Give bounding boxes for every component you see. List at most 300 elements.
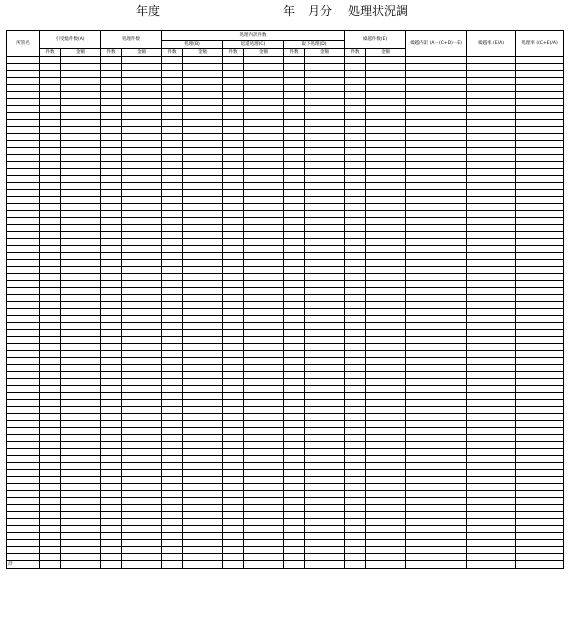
- table-cell[interactable]: [40, 99, 61, 106]
- table-cell[interactable]: [345, 344, 366, 351]
- table-cell[interactable]: [406, 57, 467, 64]
- table-cell[interactable]: [366, 92, 406, 99]
- table-cell[interactable]: [284, 547, 305, 554]
- table-cell[interactable]: [284, 386, 305, 393]
- table-cell[interactable]: [366, 267, 406, 274]
- table-cell[interactable]: [345, 547, 366, 554]
- table-cell[interactable]: [284, 92, 305, 99]
- table-cell[interactable]: [366, 211, 406, 218]
- table-cell[interactable]: [406, 106, 467, 113]
- table-cell[interactable]: [101, 477, 122, 484]
- table-cell[interactable]: [244, 197, 284, 204]
- table-cell[interactable]: [467, 470, 516, 477]
- table-cell[interactable]: [40, 323, 61, 330]
- table-cell[interactable]: [183, 491, 223, 498]
- table-cell[interactable]: [183, 183, 223, 190]
- table-cell[interactable]: [183, 71, 223, 78]
- table-cell[interactable]: [122, 260, 162, 267]
- table-cell[interactable]: [305, 225, 345, 232]
- table-cell[interactable]: [305, 127, 345, 134]
- table-cell[interactable]: [244, 463, 284, 470]
- table-cell[interactable]: [467, 134, 516, 141]
- table-cell[interactable]: [122, 218, 162, 225]
- table-cell[interactable]: [406, 92, 467, 99]
- table-cell[interactable]: [183, 155, 223, 162]
- table-cell[interactable]: [40, 512, 61, 519]
- table-cell[interactable]: [122, 351, 162, 358]
- table-cell[interactable]: [467, 344, 516, 351]
- table-cell[interactable]: [284, 267, 305, 274]
- table-cell[interactable]: [516, 484, 564, 491]
- table-cell[interactable]: [183, 526, 223, 533]
- table-cell[interactable]: [284, 120, 305, 127]
- table-cell[interactable]: [101, 351, 122, 358]
- table-cell[interactable]: [183, 435, 223, 442]
- table-cell[interactable]: [40, 211, 61, 218]
- table-cell[interactable]: [516, 463, 564, 470]
- table-cell[interactable]: [7, 148, 40, 155]
- table-cell[interactable]: [40, 442, 61, 449]
- table-cell[interactable]: [122, 113, 162, 120]
- table-cell[interactable]: [7, 190, 40, 197]
- table-cell[interactable]: [284, 106, 305, 113]
- table-cell[interactable]: [183, 533, 223, 540]
- table-cell[interactable]: [406, 365, 467, 372]
- table-cell[interactable]: [467, 379, 516, 386]
- table-cell[interactable]: [516, 162, 564, 169]
- table-cell[interactable]: [162, 505, 183, 512]
- table-cell[interactable]: [7, 449, 40, 456]
- table-cell[interactable]: [40, 393, 61, 400]
- table-cell[interactable]: [345, 162, 366, 169]
- table-cell[interactable]: [366, 386, 406, 393]
- table-cell[interactable]: [101, 393, 122, 400]
- table-cell[interactable]: [101, 484, 122, 491]
- table-cell[interactable]: [345, 330, 366, 337]
- table-cell[interactable]: [61, 463, 101, 470]
- table-cell[interactable]: [284, 407, 305, 414]
- table-cell[interactable]: [40, 477, 61, 484]
- total-cell[interactable]: [467, 561, 516, 569]
- table-cell[interactable]: [305, 386, 345, 393]
- total-cell[interactable]: [223, 561, 244, 569]
- table-cell[interactable]: [406, 288, 467, 295]
- table-cell[interactable]: [40, 253, 61, 260]
- table-cell[interactable]: [223, 519, 244, 526]
- table-cell[interactable]: [223, 456, 244, 463]
- table-cell[interactable]: [284, 309, 305, 316]
- table-cell[interactable]: [101, 239, 122, 246]
- table-cell[interactable]: [122, 547, 162, 554]
- table-cell[interactable]: [467, 281, 516, 288]
- table-cell[interactable]: [122, 554, 162, 561]
- table-cell[interactable]: [244, 64, 284, 71]
- table-cell[interactable]: [162, 421, 183, 428]
- table-cell[interactable]: [345, 176, 366, 183]
- table-cell[interactable]: [223, 85, 244, 92]
- table-cell[interactable]: [305, 512, 345, 519]
- table-cell[interactable]: [61, 99, 101, 106]
- table-cell[interactable]: [305, 190, 345, 197]
- table-cell[interactable]: [244, 428, 284, 435]
- table-cell[interactable]: [40, 92, 61, 99]
- table-cell[interactable]: [406, 176, 467, 183]
- table-cell[interactable]: [467, 316, 516, 323]
- table-cell[interactable]: [162, 302, 183, 309]
- table-cell[interactable]: [101, 526, 122, 533]
- table-cell[interactable]: [284, 78, 305, 85]
- table-cell[interactable]: [467, 372, 516, 379]
- table-cell[interactable]: [406, 302, 467, 309]
- table-cell[interactable]: [40, 134, 61, 141]
- table-cell[interactable]: [61, 239, 101, 246]
- table-cell[interactable]: [244, 281, 284, 288]
- table-cell[interactable]: [101, 99, 122, 106]
- table-cell[interactable]: [223, 239, 244, 246]
- table-cell[interactable]: [61, 365, 101, 372]
- table-cell[interactable]: [345, 239, 366, 246]
- table-cell[interactable]: [305, 295, 345, 302]
- total-cell[interactable]: [516, 561, 564, 569]
- table-cell[interactable]: [7, 421, 40, 428]
- table-cell[interactable]: [101, 92, 122, 99]
- table-cell[interactable]: [305, 554, 345, 561]
- table-cell[interactable]: [345, 463, 366, 470]
- table-cell[interactable]: [101, 358, 122, 365]
- table-cell[interactable]: [244, 435, 284, 442]
- total-cell[interactable]: [162, 561, 183, 569]
- table-cell[interactable]: [101, 386, 122, 393]
- table-cell[interactable]: [345, 64, 366, 71]
- table-cell[interactable]: [61, 211, 101, 218]
- table-cell[interactable]: [516, 295, 564, 302]
- table-cell[interactable]: [467, 428, 516, 435]
- table-cell[interactable]: [345, 190, 366, 197]
- table-cell[interactable]: [61, 113, 101, 120]
- table-cell[interactable]: [366, 491, 406, 498]
- table-cell[interactable]: [61, 260, 101, 267]
- table-cell[interactable]: [345, 386, 366, 393]
- table-cell[interactable]: [467, 512, 516, 519]
- table-cell[interactable]: [516, 225, 564, 232]
- table-cell[interactable]: [305, 78, 345, 85]
- table-cell[interactable]: [122, 491, 162, 498]
- table-cell[interactable]: [284, 141, 305, 148]
- table-cell[interactable]: [366, 183, 406, 190]
- table-cell[interactable]: [467, 225, 516, 232]
- table-cell[interactable]: [305, 547, 345, 554]
- table-cell[interactable]: [101, 491, 122, 498]
- table-cell[interactable]: [40, 162, 61, 169]
- table-cell[interactable]: [183, 141, 223, 148]
- table-cell[interactable]: [162, 281, 183, 288]
- table-cell[interactable]: [305, 246, 345, 253]
- table-cell[interactable]: [244, 372, 284, 379]
- table-cell[interactable]: [516, 183, 564, 190]
- table-cell[interactable]: [305, 358, 345, 365]
- table-cell[interactable]: [7, 155, 40, 162]
- table-cell[interactable]: [244, 57, 284, 64]
- table-cell[interactable]: [366, 316, 406, 323]
- table-cell[interactable]: [183, 337, 223, 344]
- table-cell[interactable]: [162, 358, 183, 365]
- table-cell[interactable]: [162, 274, 183, 281]
- table-cell[interactable]: [162, 330, 183, 337]
- table-cell[interactable]: [61, 421, 101, 428]
- table-cell[interactable]: [101, 309, 122, 316]
- table-cell[interactable]: [162, 470, 183, 477]
- table-cell[interactable]: [183, 372, 223, 379]
- table-cell[interactable]: [516, 428, 564, 435]
- table-cell[interactable]: [122, 512, 162, 519]
- table-cell[interactable]: [7, 519, 40, 526]
- table-cell[interactable]: [101, 344, 122, 351]
- table-cell[interactable]: [366, 519, 406, 526]
- table-cell[interactable]: [305, 484, 345, 491]
- table-cell[interactable]: [305, 99, 345, 106]
- table-cell[interactable]: [284, 218, 305, 225]
- table-cell[interactable]: [101, 57, 122, 64]
- table-cell[interactable]: [244, 386, 284, 393]
- table-cell[interactable]: [244, 316, 284, 323]
- table-cell[interactable]: [305, 71, 345, 78]
- table-cell[interactable]: [406, 204, 467, 211]
- table-cell[interactable]: [101, 183, 122, 190]
- table-cell[interactable]: [345, 498, 366, 505]
- table-cell[interactable]: [284, 344, 305, 351]
- table-cell[interactable]: [516, 190, 564, 197]
- table-cell[interactable]: [162, 372, 183, 379]
- table-cell[interactable]: [345, 428, 366, 435]
- table-cell[interactable]: [122, 365, 162, 372]
- table-cell[interactable]: [284, 57, 305, 64]
- table-cell[interactable]: [122, 330, 162, 337]
- table-cell[interactable]: [305, 519, 345, 526]
- table-cell[interactable]: [122, 295, 162, 302]
- table-cell[interactable]: [101, 407, 122, 414]
- table-cell[interactable]: [223, 470, 244, 477]
- table-cell[interactable]: [183, 288, 223, 295]
- table-cell[interactable]: [101, 134, 122, 141]
- table-cell[interactable]: [467, 169, 516, 176]
- table-cell[interactable]: [61, 64, 101, 71]
- table-cell[interactable]: [7, 302, 40, 309]
- table-cell[interactable]: [305, 239, 345, 246]
- table-cell[interactable]: [305, 204, 345, 211]
- table-cell[interactable]: [183, 323, 223, 330]
- table-cell[interactable]: [284, 85, 305, 92]
- table-cell[interactable]: [366, 78, 406, 85]
- table-cell[interactable]: [244, 379, 284, 386]
- table-cell[interactable]: [223, 295, 244, 302]
- table-cell[interactable]: [305, 309, 345, 316]
- table-cell[interactable]: [101, 113, 122, 120]
- table-cell[interactable]: [406, 120, 467, 127]
- table-cell[interactable]: [305, 393, 345, 400]
- table-cell[interactable]: [40, 519, 61, 526]
- table-cell[interactable]: [61, 512, 101, 519]
- table-cell[interactable]: [345, 253, 366, 260]
- table-cell[interactable]: [467, 533, 516, 540]
- table-cell[interactable]: [366, 281, 406, 288]
- table-cell[interactable]: [305, 421, 345, 428]
- table-cell[interactable]: [122, 183, 162, 190]
- table-cell[interactable]: [406, 246, 467, 253]
- table-cell[interactable]: [406, 484, 467, 491]
- table-cell[interactable]: [162, 113, 183, 120]
- table-cell[interactable]: [183, 218, 223, 225]
- table-cell[interactable]: [122, 316, 162, 323]
- table-cell[interactable]: [467, 358, 516, 365]
- table-cell[interactable]: [284, 463, 305, 470]
- table-cell[interactable]: [284, 442, 305, 449]
- table-cell[interactable]: [61, 169, 101, 176]
- table-cell[interactable]: [101, 379, 122, 386]
- table-cell[interactable]: [122, 106, 162, 113]
- table-cell[interactable]: [366, 155, 406, 162]
- table-cell[interactable]: [7, 526, 40, 533]
- table-cell[interactable]: [101, 400, 122, 407]
- table-cell[interactable]: [183, 302, 223, 309]
- table-cell[interactable]: [223, 267, 244, 274]
- total-cell[interactable]: [366, 561, 406, 569]
- table-cell[interactable]: [40, 526, 61, 533]
- table-cell[interactable]: [516, 442, 564, 449]
- table-cell[interactable]: [467, 337, 516, 344]
- table-cell[interactable]: [366, 176, 406, 183]
- table-cell[interactable]: [305, 477, 345, 484]
- table-cell[interactable]: [162, 169, 183, 176]
- table-cell[interactable]: [406, 421, 467, 428]
- table-cell[interactable]: [223, 232, 244, 239]
- table-cell[interactable]: [122, 449, 162, 456]
- table-cell[interactable]: [366, 204, 406, 211]
- table-cell[interactable]: [61, 498, 101, 505]
- total-cell[interactable]: [244, 561, 284, 569]
- table-cell[interactable]: [40, 309, 61, 316]
- table-cell[interactable]: [406, 547, 467, 554]
- table-cell[interactable]: [366, 64, 406, 71]
- table-cell[interactable]: [467, 547, 516, 554]
- table-cell[interactable]: [101, 330, 122, 337]
- table-cell[interactable]: [7, 218, 40, 225]
- table-cell[interactable]: [516, 344, 564, 351]
- table-cell[interactable]: [7, 505, 40, 512]
- table-cell[interactable]: [244, 204, 284, 211]
- table-cell[interactable]: [406, 211, 467, 218]
- table-cell[interactable]: [406, 274, 467, 281]
- table-cell[interactable]: [101, 295, 122, 302]
- table-cell[interactable]: [122, 267, 162, 274]
- table-cell[interactable]: [162, 442, 183, 449]
- table-cell[interactable]: [345, 106, 366, 113]
- table-cell[interactable]: [162, 225, 183, 232]
- table-cell[interactable]: [183, 162, 223, 169]
- table-cell[interactable]: [183, 400, 223, 407]
- table-cell[interactable]: [244, 225, 284, 232]
- table-cell[interactable]: [122, 92, 162, 99]
- table-cell[interactable]: [101, 162, 122, 169]
- table-cell[interactable]: [516, 386, 564, 393]
- table-cell[interactable]: [366, 393, 406, 400]
- table-cell[interactable]: [162, 547, 183, 554]
- table-cell[interactable]: [162, 365, 183, 372]
- table-cell[interactable]: [345, 470, 366, 477]
- table-cell[interactable]: [467, 393, 516, 400]
- table-cell[interactable]: [366, 407, 406, 414]
- table-cell[interactable]: [406, 85, 467, 92]
- table-cell[interactable]: [467, 253, 516, 260]
- table-cell[interactable]: [516, 232, 564, 239]
- table-cell[interactable]: [516, 211, 564, 218]
- table-cell[interactable]: [101, 533, 122, 540]
- table-cell[interactable]: [101, 512, 122, 519]
- table-cell[interactable]: [162, 162, 183, 169]
- total-cell[interactable]: [61, 561, 101, 569]
- table-cell[interactable]: [284, 176, 305, 183]
- table-cell[interactable]: [61, 470, 101, 477]
- table-cell[interactable]: [305, 155, 345, 162]
- table-cell[interactable]: [467, 477, 516, 484]
- table-cell[interactable]: [122, 484, 162, 491]
- table-cell[interactable]: [7, 400, 40, 407]
- table-cell[interactable]: [284, 274, 305, 281]
- table-cell[interactable]: [40, 484, 61, 491]
- table-cell[interactable]: [223, 106, 244, 113]
- table-cell[interactable]: [101, 435, 122, 442]
- table-cell[interactable]: [61, 386, 101, 393]
- table-cell[interactable]: [244, 533, 284, 540]
- table-cell[interactable]: [101, 302, 122, 309]
- table-cell[interactable]: [467, 295, 516, 302]
- table-cell[interactable]: [122, 400, 162, 407]
- table-cell[interactable]: [366, 148, 406, 155]
- table-cell[interactable]: [7, 183, 40, 190]
- table-cell[interactable]: [7, 57, 40, 64]
- table-cell[interactable]: [61, 155, 101, 162]
- table-cell[interactable]: [366, 99, 406, 106]
- table-cell[interactable]: [244, 148, 284, 155]
- table-cell[interactable]: [516, 92, 564, 99]
- table-cell[interactable]: [366, 400, 406, 407]
- table-cell[interactable]: [162, 519, 183, 526]
- table-cell[interactable]: [223, 57, 244, 64]
- table-cell[interactable]: [183, 358, 223, 365]
- table-cell[interactable]: [406, 379, 467, 386]
- table-cell[interactable]: [162, 498, 183, 505]
- table-cell[interactable]: [366, 71, 406, 78]
- table-cell[interactable]: [284, 99, 305, 106]
- table-cell[interactable]: [162, 512, 183, 519]
- table-cell[interactable]: [101, 470, 122, 477]
- table-cell[interactable]: [40, 386, 61, 393]
- table-cell[interactable]: [61, 547, 101, 554]
- table-cell[interactable]: [467, 288, 516, 295]
- table-cell[interactable]: [61, 491, 101, 498]
- table-cell[interactable]: [162, 99, 183, 106]
- table-cell[interactable]: [406, 232, 467, 239]
- table-cell[interactable]: [162, 428, 183, 435]
- table-cell[interactable]: [284, 323, 305, 330]
- table-cell[interactable]: [345, 148, 366, 155]
- table-cell[interactable]: [305, 120, 345, 127]
- table-cell[interactable]: [61, 533, 101, 540]
- table-cell[interactable]: [223, 393, 244, 400]
- table-cell[interactable]: [183, 449, 223, 456]
- table-cell[interactable]: [244, 505, 284, 512]
- table-cell[interactable]: [61, 120, 101, 127]
- table-cell[interactable]: [223, 309, 244, 316]
